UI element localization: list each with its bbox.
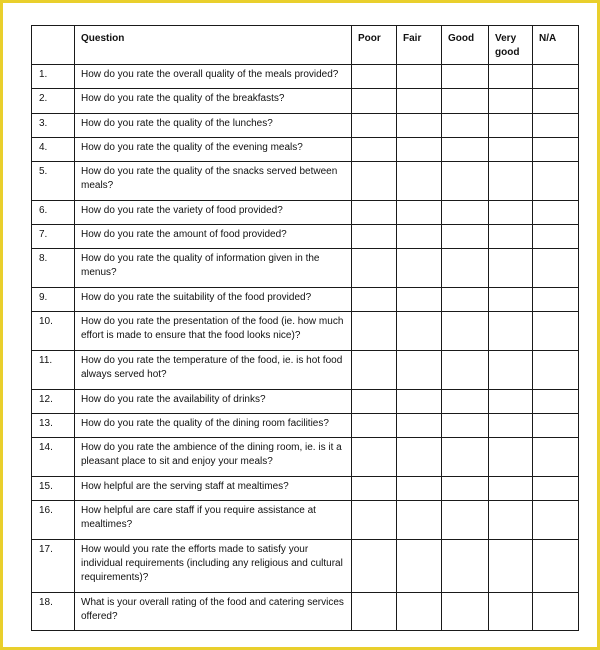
rating-cell-na[interactable]	[533, 501, 579, 540]
rating-survey-table	[31, 25, 579, 631]
rating-cell-na[interactable]	[533, 114, 579, 138]
table-row	[32, 249, 579, 288]
rating-cell-fair[interactable]	[397, 114, 442, 138]
rating-cell-poor[interactable]	[352, 225, 397, 249]
table-row	[32, 138, 579, 162]
rating-cell-good[interactable]	[442, 89, 489, 114]
rating-cell-na[interactable]	[533, 438, 579, 477]
header-fair: Fair	[397, 26, 442, 65]
rating-cell-fair[interactable]	[397, 89, 442, 114]
table-row	[32, 540, 579, 593]
question-number: 17.	[32, 540, 75, 593]
rating-cell-poor[interactable]	[352, 351, 397, 390]
question-text: How do you rate the quality of the dining room facilities?	[75, 414, 352, 438]
question-text: How do you rate the quality of the lunches?	[75, 114, 352, 138]
rating-cell-fair[interactable]	[397, 225, 442, 249]
question-text: How helpful are care staff if you require assistance at mealtimes?	[75, 501, 352, 540]
question-text: How do you rate the quality of information given in the menus?	[75, 249, 352, 288]
rating-cell-fair[interactable]	[397, 390, 442, 414]
question-number: 6.	[32, 201, 75, 225]
rating-cell-good[interactable]	[442, 540, 489, 593]
rating-cell-poor[interactable]	[352, 312, 397, 351]
header-row	[32, 26, 579, 65]
question-number: 14.	[32, 438, 75, 477]
rating-cell-poor[interactable]	[352, 540, 397, 593]
table-row	[32, 438, 579, 477]
rating-cell-fair[interactable]	[397, 65, 442, 89]
table-row	[32, 89, 579, 114]
rating-cell-poor[interactable]	[352, 288, 397, 312]
rating-cell-very-good[interactable]	[489, 390, 533, 414]
rating-cell-very-good[interactable]	[489, 288, 533, 312]
question-text: How do you rate the quality of the breakfasts?	[75, 89, 352, 114]
rating-cell-very-good[interactable]	[489, 438, 533, 477]
rating-cell-poor[interactable]	[352, 114, 397, 138]
table-row	[32, 390, 579, 414]
rating-cell-poor[interactable]	[352, 138, 397, 162]
table-row	[32, 288, 579, 312]
question-text: How do you rate the presentation of the food (ie. how much effort is made to ensure that the food looks nice)?	[75, 312, 352, 351]
rating-cell-fair[interactable]	[397, 438, 442, 477]
rating-cell-fair[interactable]	[397, 249, 442, 288]
question-text: How do you rate the suitability of the food provided?	[75, 288, 352, 312]
rating-cell-very-good[interactable]	[489, 225, 533, 249]
rating-cell-very-good[interactable]	[489, 65, 533, 89]
table-row	[32, 312, 579, 351]
header-question: Question	[75, 26, 352, 65]
rating-cell-na[interactable]	[533, 390, 579, 414]
rating-cell-na[interactable]	[533, 162, 579, 201]
header-na: N/A	[533, 26, 579, 65]
question-number: 10.	[32, 312, 75, 351]
question-text: What is your overall rating of the food and catering services offered?	[75, 593, 352, 631]
question-text: How do you rate the availability of drinks?	[75, 390, 352, 414]
question-text: How do you rate the overall quality of the meals provided?	[75, 65, 352, 89]
question-text: How do you rate the quality of the evening meals?	[75, 138, 352, 162]
table-row	[32, 225, 579, 249]
rating-cell-poor[interactable]	[352, 89, 397, 114]
rating-cell-very-good[interactable]	[489, 249, 533, 288]
question-text: How helpful are the serving staff at mealtimes?	[75, 477, 352, 501]
rating-cell-na[interactable]	[533, 288, 579, 312]
question-number: 7.	[32, 225, 75, 249]
rating-cell-very-good[interactable]	[489, 162, 533, 201]
rating-cell-very-good[interactable]	[489, 201, 533, 225]
table-row	[32, 593, 579, 631]
question-text: How do you rate the temperature of the food, ie. is hot food always served hot?	[75, 351, 352, 390]
question-number: 2.	[32, 89, 75, 114]
rating-cell-fair[interactable]	[397, 414, 442, 438]
table-row	[32, 351, 579, 390]
rating-cell-good[interactable]	[442, 249, 489, 288]
rating-cell-very-good[interactable]	[489, 114, 533, 138]
question-number: 4.	[32, 138, 75, 162]
rating-cell-poor[interactable]	[352, 249, 397, 288]
rating-cell-very-good[interactable]	[489, 540, 533, 593]
rating-cell-na[interactable]	[533, 414, 579, 438]
question-number: 13.	[32, 414, 75, 438]
rating-cell-very-good[interactable]	[489, 593, 533, 631]
rating-cell-good[interactable]	[442, 312, 489, 351]
rating-cell-very-good[interactable]	[489, 89, 533, 114]
rating-cell-good[interactable]	[442, 65, 489, 89]
table-row	[32, 162, 579, 201]
rating-cell-fair[interactable]	[397, 501, 442, 540]
rating-cell-poor[interactable]	[352, 162, 397, 201]
rating-cell-poor[interactable]	[352, 65, 397, 89]
rating-cell-na[interactable]	[533, 201, 579, 225]
rating-cell-na[interactable]	[533, 312, 579, 351]
survey-rows	[32, 65, 579, 631]
rating-cell-good[interactable]	[442, 201, 489, 225]
header-very-good: Very good	[489, 26, 533, 65]
question-text: How do you rate the amount of food provided?	[75, 225, 352, 249]
question-number: 16.	[32, 501, 75, 540]
question-number: 1.	[32, 65, 75, 89]
rating-cell-poor[interactable]	[352, 593, 397, 631]
question-number: 15.	[32, 477, 75, 501]
rating-cell-good[interactable]	[442, 114, 489, 138]
rating-cell-fair[interactable]	[397, 288, 442, 312]
rating-cell-fair[interactable]	[397, 162, 442, 201]
rating-cell-poor[interactable]	[352, 501, 397, 540]
header-poor: Poor	[352, 26, 397, 65]
rating-cell-very-good[interactable]	[489, 477, 533, 501]
rating-cell-very-good[interactable]	[489, 312, 533, 351]
question-number: 18.	[32, 593, 75, 631]
rating-cell-na[interactable]	[533, 351, 579, 390]
rating-cell-na[interactable]	[533, 225, 579, 249]
rating-cell-na[interactable]	[533, 249, 579, 288]
rating-cell-good[interactable]	[442, 477, 489, 501]
rating-cell-good[interactable]	[442, 138, 489, 162]
question-number: 12.	[32, 390, 75, 414]
rating-cell-good[interactable]	[442, 351, 489, 390]
rating-cell-na[interactable]	[533, 540, 579, 593]
table-row	[32, 414, 579, 438]
rating-cell-fair[interactable]	[397, 351, 442, 390]
question-number: 3.	[32, 114, 75, 138]
rating-cell-very-good[interactable]	[489, 501, 533, 540]
rating-cell-fair[interactable]	[397, 593, 442, 631]
question-number: 11.	[32, 351, 75, 390]
rating-cell-very-good[interactable]	[489, 414, 533, 438]
table-row	[32, 477, 579, 501]
header-good: Good	[442, 26, 489, 65]
table-row	[32, 501, 579, 540]
table-row	[32, 201, 579, 225]
rating-cell-good[interactable]	[442, 414, 489, 438]
rating-cell-poor[interactable]	[352, 438, 397, 477]
question-number: 9.	[32, 288, 75, 312]
rating-cell-na[interactable]	[533, 593, 579, 631]
rating-cell-good[interactable]	[442, 390, 489, 414]
rating-cell-very-good[interactable]	[489, 138, 533, 162]
question-text: How do you rate the ambience of the dining room, ie. is it a pleasant place to sit and enjoy your meals?	[75, 438, 352, 477]
question-number: 8.	[32, 249, 75, 288]
rating-cell-good[interactable]	[442, 501, 489, 540]
question-text: How do you rate the variety of food provided?	[75, 201, 352, 225]
question-text: How would you rate the efforts made to satisfy your individual requirements (including any religious and cultural requirements)?	[75, 540, 352, 593]
rating-cell-na[interactable]	[533, 138, 579, 162]
rating-cell-fair[interactable]	[397, 201, 442, 225]
header-number	[32, 26, 75, 65]
rating-cell-fair[interactable]	[397, 312, 442, 351]
rating-cell-na[interactable]	[533, 89, 579, 114]
rating-cell-fair[interactable]	[397, 477, 442, 501]
table-row	[32, 65, 579, 89]
question-number: 5.	[32, 162, 75, 201]
rating-cell-good[interactable]	[442, 225, 489, 249]
table-row	[32, 114, 579, 138]
rating-cell-good[interactable]	[442, 438, 489, 477]
question-text: How do you rate the quality of the snacks served between meals?	[75, 162, 352, 201]
rating-cell-fair[interactable]	[397, 138, 442, 162]
rating-cell-good[interactable]	[442, 162, 489, 201]
rating-cell-poor[interactable]	[352, 477, 397, 501]
rating-cell-na[interactable]	[533, 65, 579, 89]
rating-cell-good[interactable]	[442, 288, 489, 312]
rating-cell-fair[interactable]	[397, 540, 442, 593]
rating-cell-poor[interactable]	[352, 201, 397, 225]
rating-cell-poor[interactable]	[352, 390, 397, 414]
rating-cell-na[interactable]	[533, 477, 579, 501]
rating-cell-good[interactable]	[442, 593, 489, 631]
rating-cell-very-good[interactable]	[489, 351, 533, 390]
rating-cell-poor[interactable]	[352, 414, 397, 438]
